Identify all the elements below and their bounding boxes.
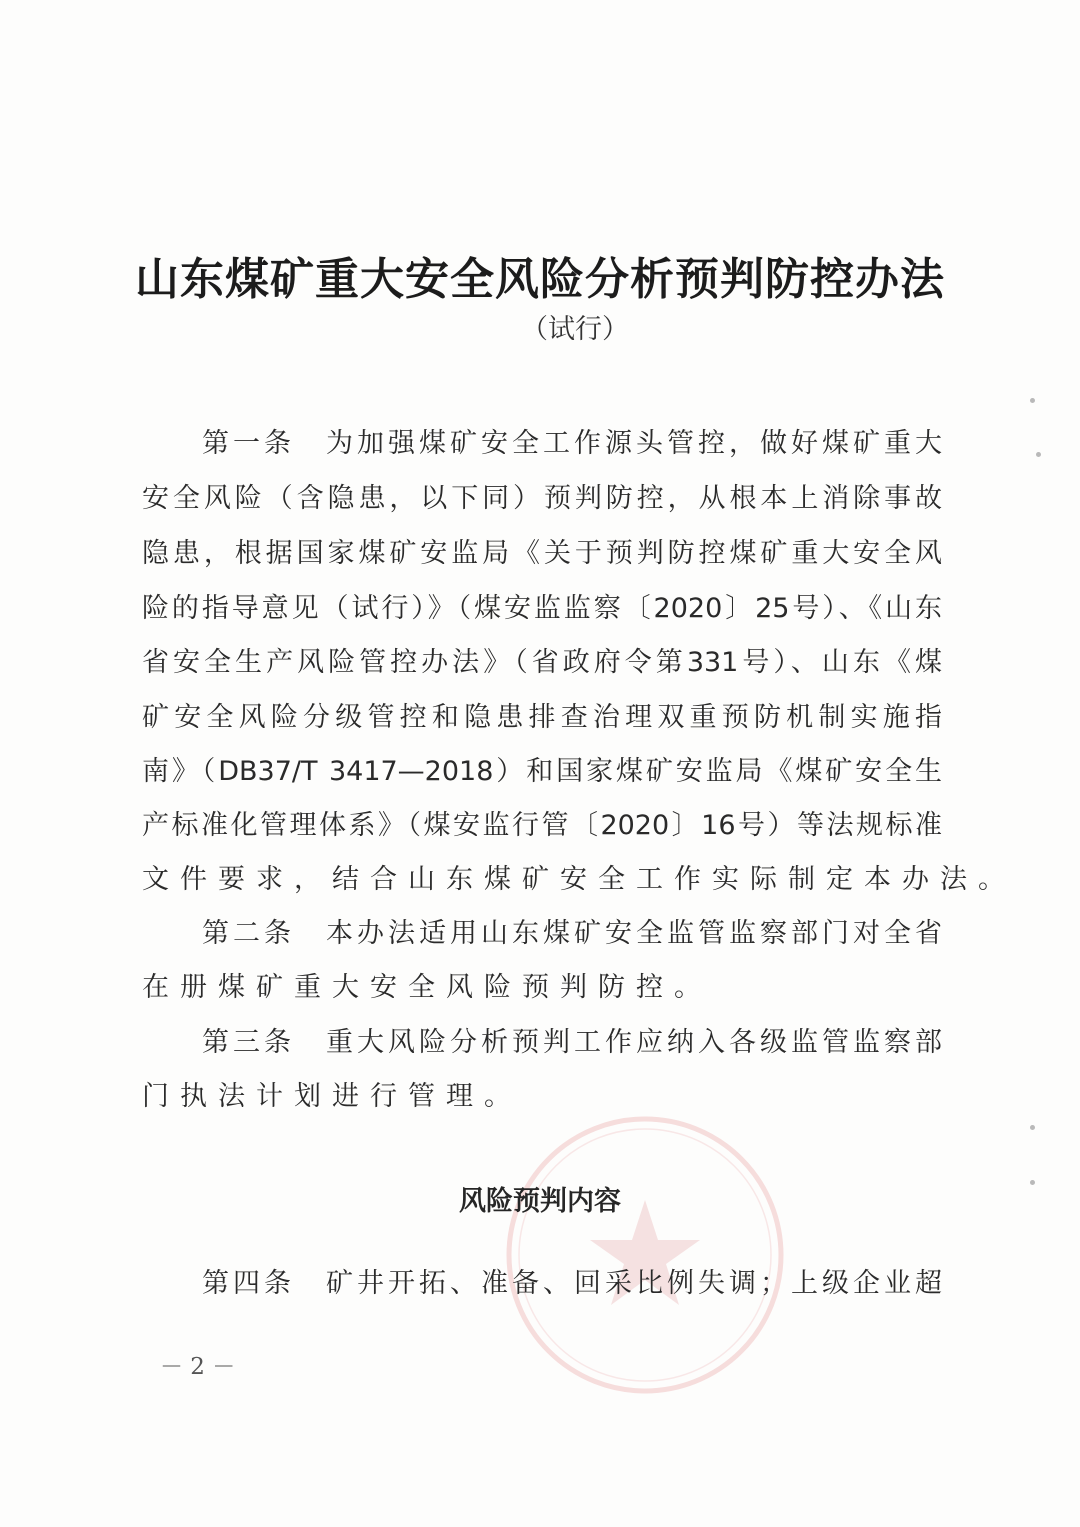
scan-speck [1030,1125,1035,1130]
article-1-line-1: 第一条 为加强煤矿安全工作源头管控，做好煤矿重大 [202,428,942,459]
article-1-line-4: 险的指导意见（试行）》（煤安监监察〔2020〕25号）、《山东 [142,593,942,624]
document-subtitle: （试行） [521,314,629,345]
article-1-line-5: 省安全生产风险管控办法》（省政府令第331号）、山东《煤 [142,647,942,678]
article-1-line-7: 南》（DB37/T 3417—2018）和国家煤矿安监局《煤矿安全生 [142,756,942,787]
document-title: 山东煤矿重大安全风险分析预判防控办法 [135,254,945,305]
page-number: － 2 － [160,1354,236,1380]
article-1-line-3: 隐患，根据国家煤矿安监局《关于预判防控煤矿重大安全风 [142,538,942,569]
article-1-line-2: 安全风险（含隐患，以下同）预判防控，从根本上消除事故 [142,483,942,514]
article-3-line-2: 门执法计划进行管理。 [142,1081,522,1112]
scan-speck [1036,452,1041,457]
article-3-line-1: 第三条 重大风险分析预判工作应纳入各级监管监察部 [202,1027,942,1058]
article-4-line-1: 第四条 矿井开拓、准备、回采比例失调；上级企业超 [202,1268,942,1299]
official-seal [500,1110,790,1400]
article-2-line-1: 第二条 本办法适用山东煤矿安全监管监察部门对全省 [202,918,942,949]
article-2-line-2: 在册煤矿重大安全风险预判防控。 [142,972,712,1003]
article-1-line-8: 产标准化管理体系》（煤安监行管〔2020〕16号）等法规标准 [142,810,942,841]
scan-speck [1030,398,1035,403]
article-1-line-9: 文件要求，结合山东煤矿安全工作实际制定本办法。 [142,864,1016,895]
section-heading: 风险预判内容 [459,1186,621,1217]
article-1-line-6: 矿安全风险分级管控和隐患排查治理双重预防机制实施指 [142,702,942,733]
